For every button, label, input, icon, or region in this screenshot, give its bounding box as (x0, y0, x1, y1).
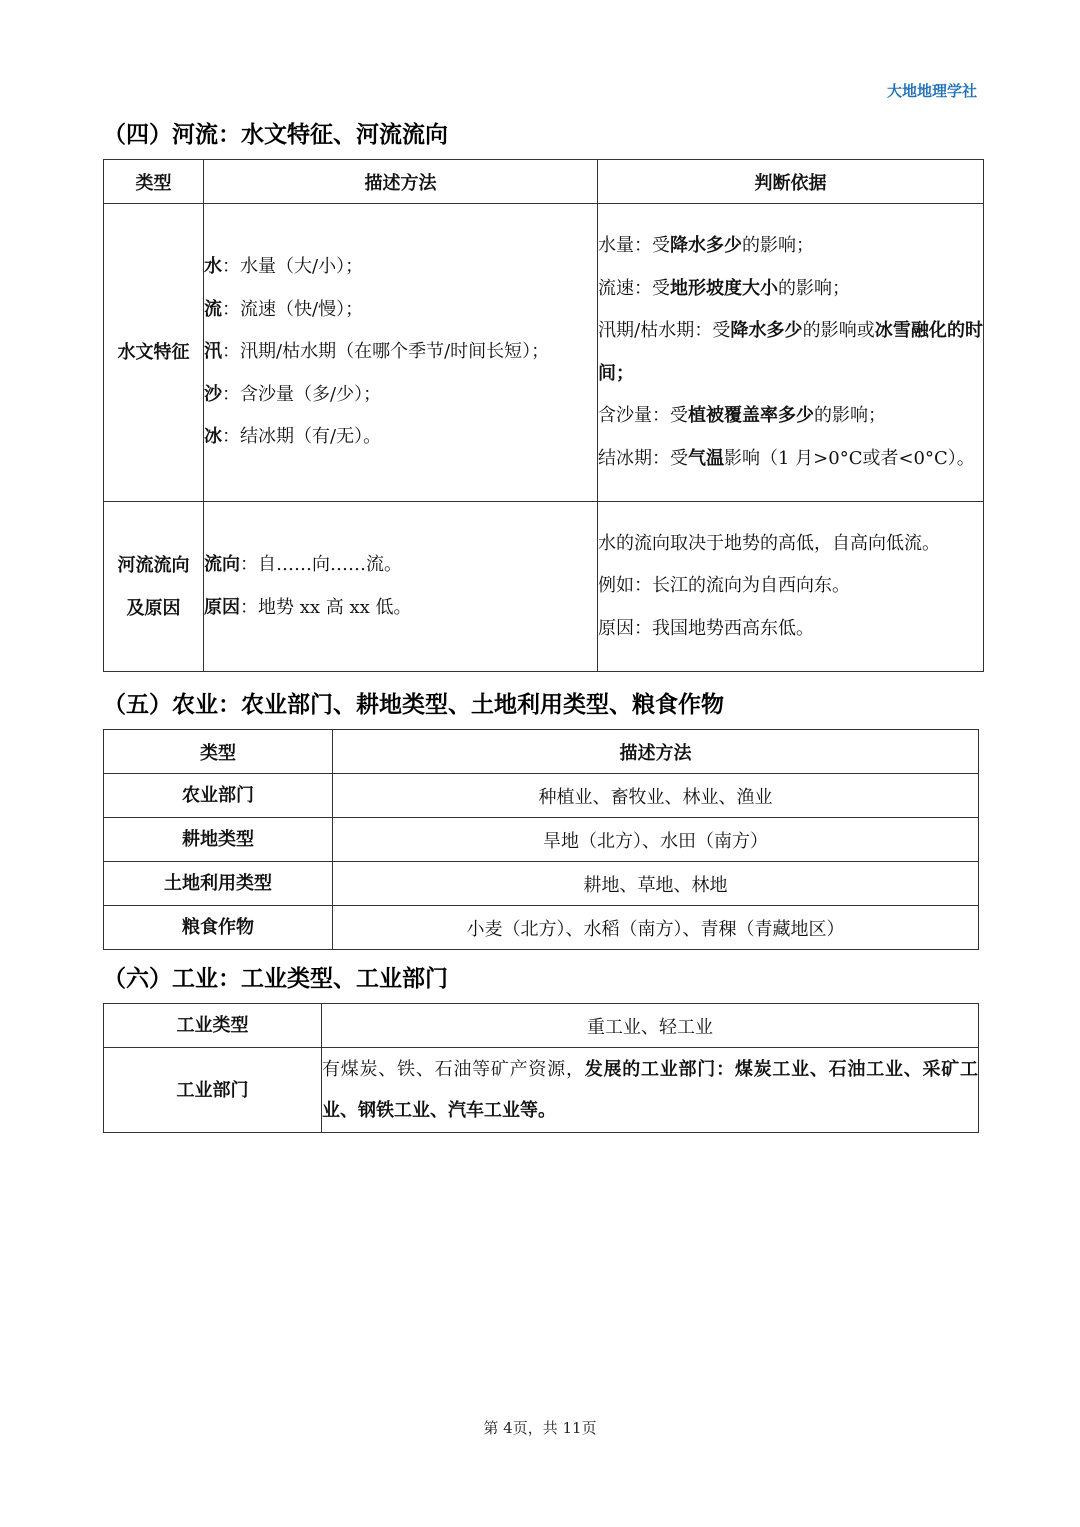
flow-method-cell (204, 502, 598, 672)
table-row-flow-direction (104, 502, 984, 672)
method-line-speed: 流：流速（快/慢）； (204, 298, 364, 320)
row-label-industry-sectors: 工业部门 (104, 1048, 322, 1133)
basis-line-ice: 结冰期：受气温影响（1 月>0°C或者<0°C）。 (598, 447, 975, 469)
basis-line-volume: 水量：受降水多少的影响； (598, 235, 814, 256)
row-label: 农业部门 (104, 774, 333, 818)
agriculture-table (103, 729, 979, 950)
row-value: 耕地、草地、林地 (333, 862, 979, 906)
method-line-direction: 流向：自……向……流。 (204, 554, 402, 575)
basis-line-reason: 原因：我国地势西高东低。 (598, 617, 814, 639)
row-label-industry-type: 工业类型 (104, 1004, 322, 1048)
table-row (104, 906, 979, 950)
column-header-basis: 判断依据 (598, 160, 984, 204)
row-label: 粮食作物 (104, 906, 333, 950)
method-line-flood: 汛：汛期/枯水期（在哪个季节/时间长短）； (204, 341, 550, 363)
method-line-ice: 冰：结冰期（有/无）。 (204, 426, 382, 448)
rivers-table (103, 159, 984, 672)
table-row (104, 818, 979, 862)
column-header-type: 类型 (104, 730, 333, 774)
basis-line-example: 例如：长江的流向为自西向东。 (598, 575, 850, 597)
column-header-method: 描述方法 (204, 160, 598, 204)
flow-basis-cell (598, 502, 984, 672)
row-label: 耕地类型 (104, 818, 333, 862)
column-header-method: 描述方法 (333, 730, 979, 774)
basis-line-flood: 汛期/枯水期：受降水多少的影响或冰雪融化的时间； (598, 320, 984, 384)
section-title-agriculture: （五）农业：农业部门、耕地类型、土地利用类型、粮食作物 (103, 692, 724, 718)
page-number: 第 4页，共 11页 (483, 1419, 597, 1437)
row-value: 种植业、畜牧业、林业、渔业 (333, 774, 979, 818)
row-value: 旱地（北方）、水田（南方） (333, 818, 979, 862)
brand-header: 大地地理学社 (886, 82, 977, 100)
method-line-reason: 原因：地势 xx 高 xx 低。 (204, 596, 412, 618)
row-label-hydrology: 水文特征 (104, 204, 204, 502)
table-row-hydrology (104, 204, 984, 502)
row-value: 小麦（北方）、水稻（南方）、青稞（青藏地区） (333, 906, 979, 950)
row-label: 土地利用类型 (104, 862, 333, 906)
industry-table (103, 1003, 979, 1133)
column-header-type: 类型 (104, 160, 204, 204)
row-label-flow-direction: 河流流向 及原因 (104, 502, 204, 672)
basis-line-speed: 流速：受地形坡度大小的影响； (598, 277, 850, 299)
method-line-volume: 水：水量（大/小）； (204, 256, 364, 278)
table-row (104, 1048, 979, 1133)
table-header-row (104, 730, 979, 774)
section-title-industry: （六）工业：工业类型、工业部门 (103, 966, 448, 992)
row-value-industry-type: 重工业、轻工业 (322, 1004, 979, 1048)
table-row (104, 1004, 979, 1048)
hydrology-method-cell (204, 204, 598, 502)
basis-line-sediment: 含沙量：受植被覆盖率多少的影响； (598, 405, 886, 426)
hydrology-basis-cell (598, 204, 984, 502)
table-header-row (104, 160, 984, 204)
table-row (104, 862, 979, 906)
table-row (104, 774, 979, 818)
basis-line-direction-rule: 水的流向取决于地势的高低，自高向低流。 (598, 532, 940, 554)
row-value-industry-sectors: 有煤炭、铁、石油等矿产资源，发展的工业部门：煤炭工业、石油工业、采矿工业、钢铁工业、汽车工业等。 (322, 1048, 979, 1133)
method-line-sediment: 沙：含沙量（多/少）； (204, 383, 382, 405)
section-title-rivers: （四）河流：水文特征、河流流向 (103, 122, 448, 148)
